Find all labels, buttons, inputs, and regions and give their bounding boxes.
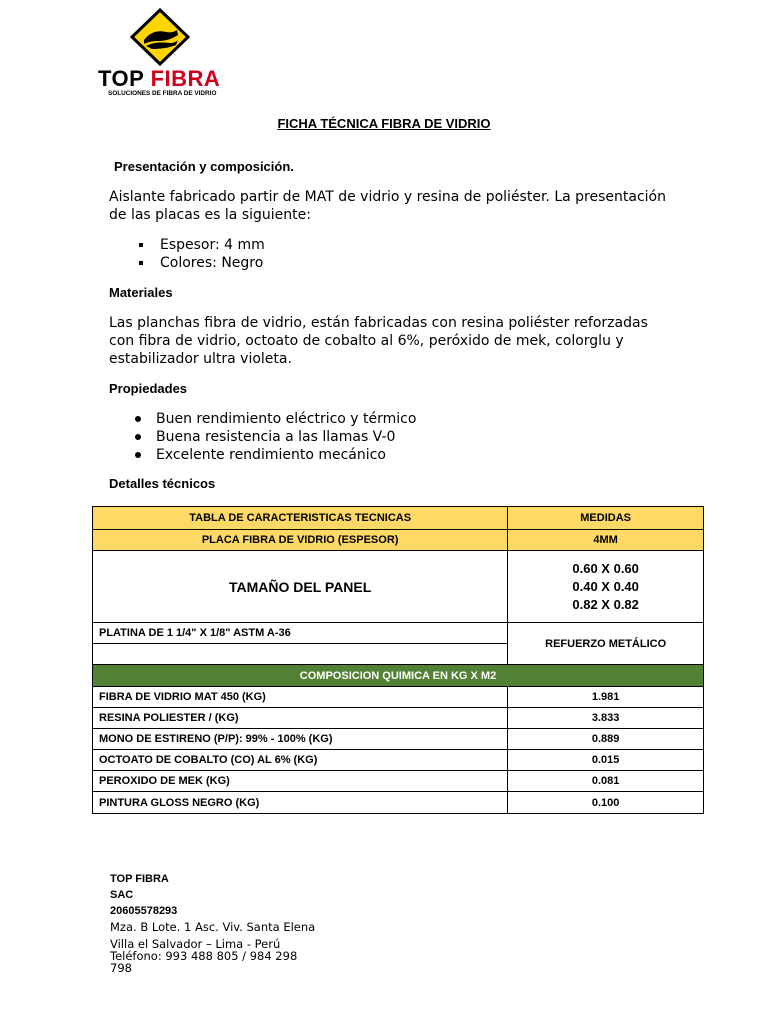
panel-size-value: 0.60 X 0.60 bbox=[572, 560, 639, 576]
table-header-right: MEDIDAS bbox=[508, 507, 704, 530]
table-row bbox=[93, 687, 704, 708]
table-row bbox=[93, 792, 704, 814]
table-row bbox=[93, 530, 704, 551]
section-heading-presentacion: Presentación y composición. bbox=[114, 159, 294, 174]
specs-list bbox=[160, 236, 265, 272]
table-row bbox=[93, 507, 704, 530]
paragraph-materiales: Las planchas fibra de vidrio, están fabricadas con resina poliéster reforzadas con fibra de vidrio, octoato de cobalto al 6%, peróxido de mek, colorglu y estabilizador ultra violeta. bbox=[109, 315, 648, 367]
section-heading-materiales: Materiales bbox=[109, 285, 173, 300]
table-header-left: TABLA DE CARACTERISTICAS TECNICAS bbox=[93, 507, 508, 530]
composition-name: PINTURA GLOSS NEGRO (KG) bbox=[93, 792, 508, 814]
footer-company: TOP FIBRA bbox=[110, 873, 169, 885]
panel-size-label: TAMAÑO DEL PANEL bbox=[93, 551, 508, 623]
panel-size-value: 0.40 X 0.40 bbox=[572, 578, 639, 594]
composition-name: PEROXIDO DE MEK (KG) bbox=[93, 771, 508, 792]
composition-title: COMPOSICION QUIMICA EN KG X M2 bbox=[93, 665, 704, 687]
list-item: Buena resistencia a las llamas V-0 bbox=[156, 428, 416, 446]
document-title: FICHA TÉCNICA FIBRA DE VIDRIO bbox=[277, 116, 491, 131]
table-row bbox=[93, 729, 704, 750]
footer-company-type: SAC bbox=[110, 889, 134, 901]
table-row bbox=[93, 551, 704, 623]
platina-label: PLATINA DE 1 1/4" X 1/8" ASTM A-36 bbox=[93, 623, 508, 644]
placa-value: 4MM bbox=[508, 530, 704, 551]
footer-phone-2: 798 bbox=[110, 961, 132, 975]
composition-value: 0.081 bbox=[508, 771, 704, 792]
list-item: Colores: Negro bbox=[160, 255, 264, 271]
list-item: Espesor: 4 mm bbox=[160, 237, 265, 253]
composition-value: 0.015 bbox=[508, 750, 704, 771]
composition-name: FIBRA DE VIDRIO MAT 450 (KG) bbox=[93, 687, 508, 708]
platina-value: REFUERZO METÁLICO bbox=[508, 623, 704, 665]
composition-name: MONO DE ESTIRENO (P/P): 99% - 100% (KG) bbox=[93, 729, 508, 750]
composition-value: 3.833 bbox=[508, 708, 704, 729]
hands-diamond-icon bbox=[96, 8, 224, 68]
brand-name bbox=[98, 66, 220, 92]
table-row bbox=[93, 771, 704, 792]
paragraph-presentacion: Aislante fabricado partir de MAT de vidrio y resina de poliéster. La presentación de las placas es la siguiente: bbox=[109, 189, 666, 223]
brand-fibra: FIBRA bbox=[150, 66, 221, 91]
footer-phone-1: Teléfono: 993 488 805 / 984 298 bbox=[110, 949, 298, 963]
table-row bbox=[93, 623, 704, 644]
table-row bbox=[93, 750, 704, 771]
technical-table bbox=[92, 506, 704, 814]
empty-cell bbox=[93, 644, 508, 665]
footer-address-2: Villa el Salvador – Lima - Perú bbox=[110, 937, 281, 951]
table-row bbox=[93, 665, 704, 687]
brand-top: TOP bbox=[98, 66, 144, 91]
brand-tagline: SOLUCIONES DE FIBRA DE VIDRIO bbox=[108, 90, 217, 97]
composition-value: 1.981 bbox=[508, 687, 704, 708]
panel-size-value: 0.82 X 0.82 bbox=[572, 596, 639, 612]
list-item: Buen rendimiento eléctrico y térmico bbox=[156, 411, 417, 427]
list-item: Excelente rendimiento mecánico bbox=[156, 446, 416, 464]
composition-value: 0.889 bbox=[508, 729, 704, 750]
composition-value: 0.100 bbox=[508, 792, 704, 814]
composition-name: OCTOATO DE COBALTO (CO) AL 6% (KG) bbox=[93, 750, 508, 771]
placa-label: PLACA FIBRA DE VIDRIO (ESPESOR) bbox=[93, 530, 508, 551]
table-row bbox=[93, 708, 704, 729]
section-heading-detalles: Detalles técnicos bbox=[109, 476, 216, 491]
section-heading-propiedades: Propiedades bbox=[109, 381, 188, 396]
footer-ruc: 20605578293 bbox=[110, 905, 178, 917]
composition-name: RESINA POLIESTER / (KG) bbox=[93, 708, 508, 729]
panel-size-values bbox=[508, 551, 704, 623]
footer-address-1: Mza. B Lote. 1 Asc. Viv. Santa Elena bbox=[110, 920, 316, 934]
properties-list bbox=[156, 410, 416, 464]
